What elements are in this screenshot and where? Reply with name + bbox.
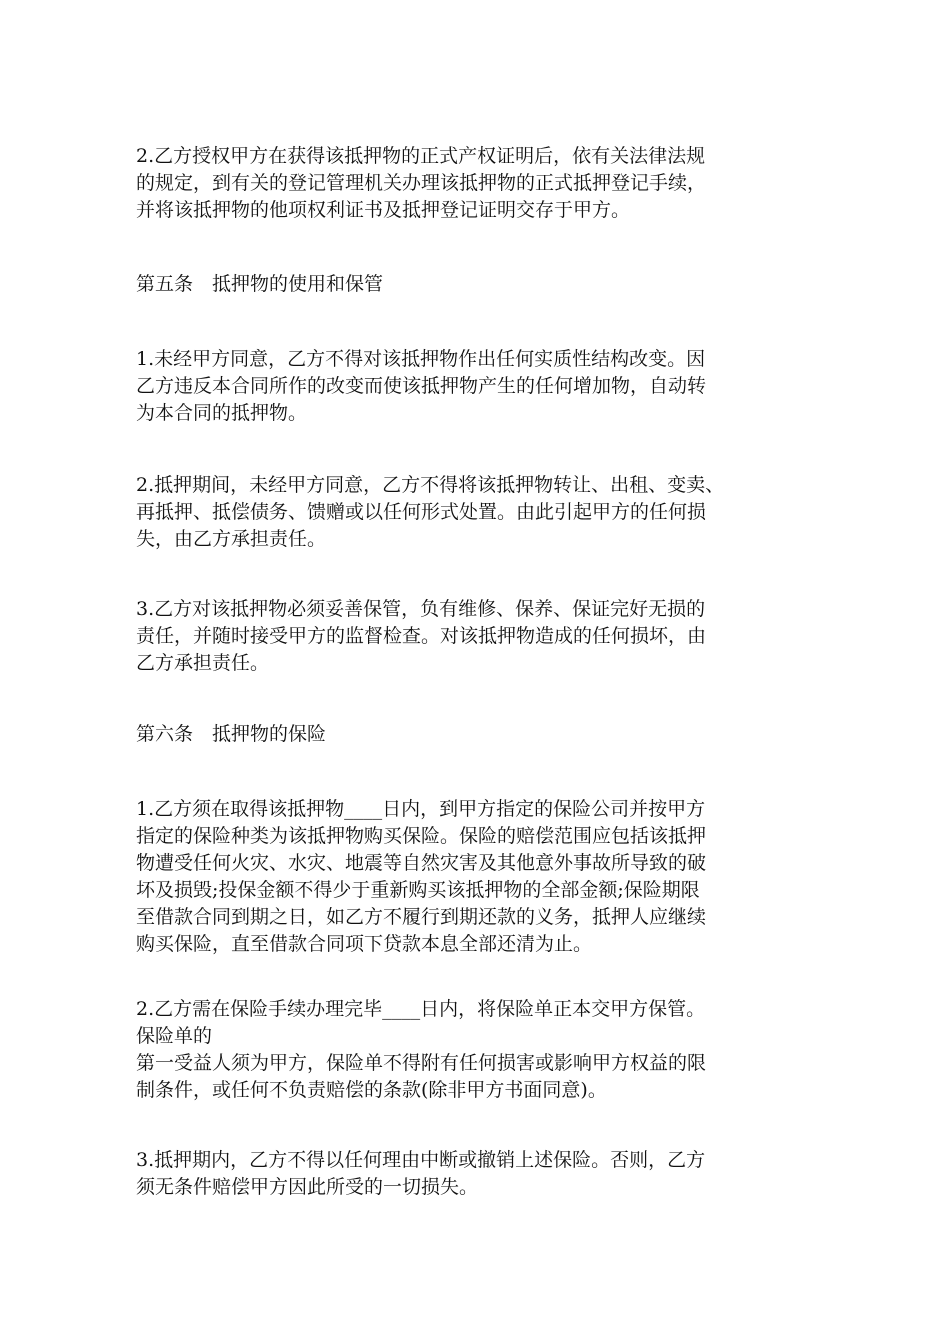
article4-clause2	[136, 143, 706, 224]
text-line: 第一受益人须为甲方，保险单不得附有任何损害或影响甲方权益的限	[136, 1052, 707, 1074]
article5-clause2	[136, 472, 724, 553]
text-line: 至借款合同到期之日，如乙方不履行到期还款的义务，抵押人应继续	[136, 906, 707, 928]
text-line: 并将该抵押物的他项权利证书及抵押登记证明交存于甲方。	[136, 199, 631, 221]
text-line: 2.乙方需在保险手续办理完毕____日内，将保险单正本交甲方保管。	[136, 998, 706, 1020]
article5-clause3	[136, 596, 706, 677]
text-line: 的规定，到有关的登记管理机关办理该抵押物的正式抵押登记手续，	[136, 172, 707, 194]
text-line: 再抵押、抵偿债务、馈赠或以任何形式处置。由此引起甲方的任何损	[136, 501, 707, 523]
article6-heading	[136, 721, 326, 748]
section-heading: 第六条 抵押物的保险	[136, 723, 327, 745]
text-line: 乙方承担责任。	[136, 652, 270, 674]
text-line: 物遭受任何火灾、水灾、地震等自然灾害及其他意外事故所导致的破	[136, 852, 707, 874]
text-line: 指定的保险种类为该抵押物购买保险。保险的赔偿范围应包括该抵押	[136, 825, 707, 847]
text-line: 3.抵押期内，乙方不得以任何理由中断或撤销上述保险。否则，乙方	[136, 1149, 706, 1171]
text-line: 1.乙方须在取得该抵押物____日内，到甲方指定的保险公司并按甲方	[136, 798, 706, 820]
text-line: 坏及损毁;投保金额不得少于重新购买该抵押物的全部金额;保险期限	[136, 879, 700, 901]
article5-heading	[136, 271, 383, 298]
text-line: 2.抵押期间，未经甲方同意，乙方不得将该抵押物转让、出租、变卖、	[136, 474, 725, 496]
text-line: 责任，并随时接受甲方的监督检查。对该抵押物造成的任何损坏，由	[136, 625, 707, 647]
text-line: 1.未经甲方同意，乙方不得对该抵押物作出任何实质性结构改变。因	[136, 348, 706, 370]
article6-clause3	[136, 1147, 705, 1201]
text-line: 购买保险，直至借款合同项下贷款本息全部还清为止。	[136, 933, 593, 955]
text-line: 失，由乙方承担责任。	[136, 528, 327, 550]
text-line: 为本合同的抵押物。	[136, 402, 308, 424]
section-heading: 第五条 抵押物的使用和保管	[136, 273, 384, 295]
article6-clause1	[136, 796, 706, 958]
article5-clause1	[136, 346, 706, 427]
text-line: 保险单的	[136, 1025, 213, 1047]
article6-clause2	[136, 996, 706, 1104]
text-line: 乙方违反本合同所作的改变而使该抵押物产生的任何增加物，自动转	[136, 375, 707, 397]
text-line: 须无条件赔偿甲方因此所受的一切损失。	[136, 1176, 479, 1198]
text-line: 3.乙方对该抵押物必须妥善保管，负有维修、保养、保证完好无损的	[136, 598, 706, 620]
text-line: 制条件，或任何不负责赔偿的条款(除非甲方书面同意)。	[136, 1079, 607, 1101]
text-line: 2.乙方授权甲方在获得该抵押物的正式产权证明后，依有关法律法规	[136, 145, 706, 167]
